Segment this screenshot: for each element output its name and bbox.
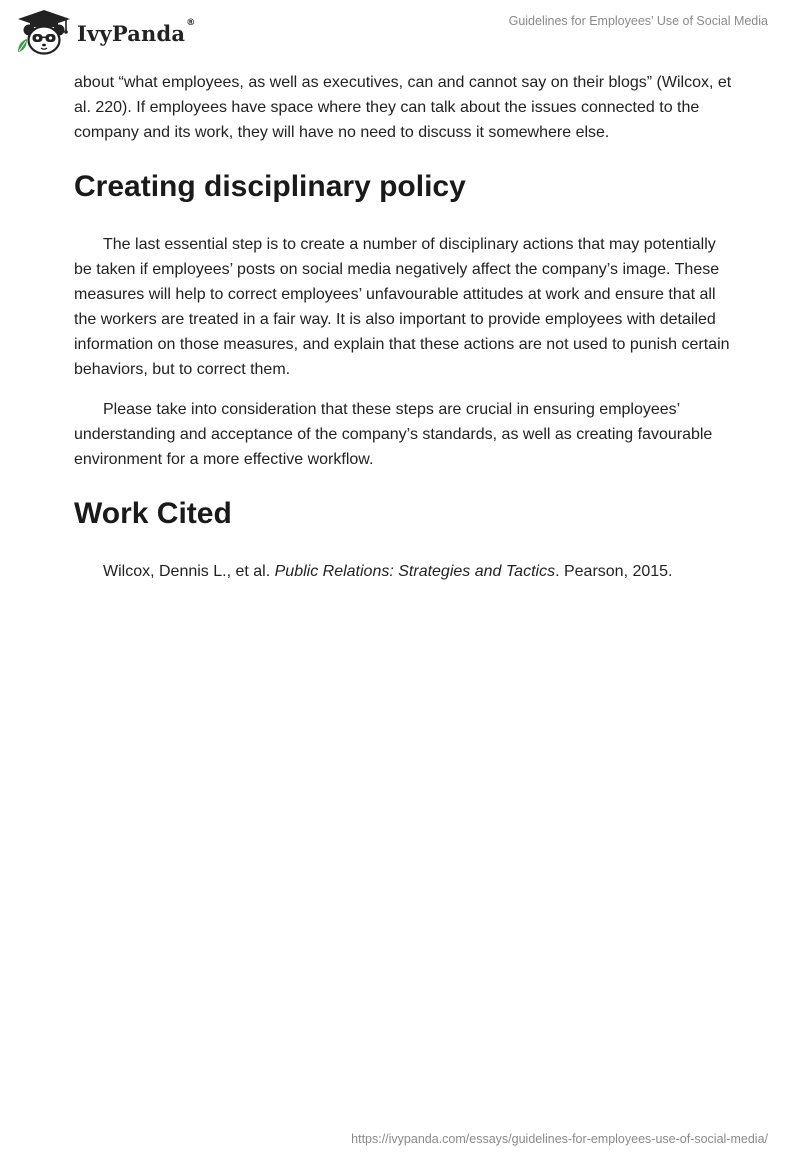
heading-disciplinary-policy: Creating disciplinary policy xyxy=(74,170,466,203)
essay-content xyxy=(74,70,734,584)
document-title: Guidelines for Employees’ Use of Social Media xyxy=(508,14,768,28)
citation-authors: Wilcox, Dennis L., et al. xyxy=(103,563,271,580)
heading-work-cited: Work Cited xyxy=(74,497,232,530)
registered-mark: ® xyxy=(186,17,196,28)
citation-publisher: Pearson, 2015. xyxy=(563,563,673,580)
paragraph-intro: about “what employees, as well as executives, can and cannot say on their blogs” (Wilcox, et al. 220). If employees have space where they can talk about the issues connected to the company and its work, they will have no need to discuss it somewhere else. xyxy=(74,74,732,141)
brand-name: IvyPanda® xyxy=(77,17,196,46)
citation-entry: Wilcox, Dennis L., et al. Public Relations: Strategies and Tactics. Pearson, 2015. xyxy=(103,563,673,580)
paragraph-consideration: Please take into consideration that these steps are crucial in ensuring employees’ understanding and acceptance of the company’s standards, as well as creating favourable environment for a more effective workflow. xyxy=(74,401,713,468)
paragraph-disciplinary: The last essential step is to create a number of disciplinary actions that may potentially be taken if employees’ posts on social media negatively affect the company’s image. These measures will help to correct employees’ unfavourable attitudes at work and ensure that all the workers are treated in a fair way. It is also important to provide employees with detailed information on those measures, and explain that these actions are not used to punish certain behaviors, but to correct them. xyxy=(74,236,730,378)
source-url[interactable]: https://ivypanda.com/essays/guidelines-for-employees-use-of-social-media/ xyxy=(351,1132,768,1146)
citation-title: Public Relations: Strategies and Tactics xyxy=(274,563,556,580)
panda-graduate-icon xyxy=(14,8,74,56)
page-header xyxy=(0,0,800,64)
ivypanda-logo[interactable] xyxy=(14,8,195,56)
